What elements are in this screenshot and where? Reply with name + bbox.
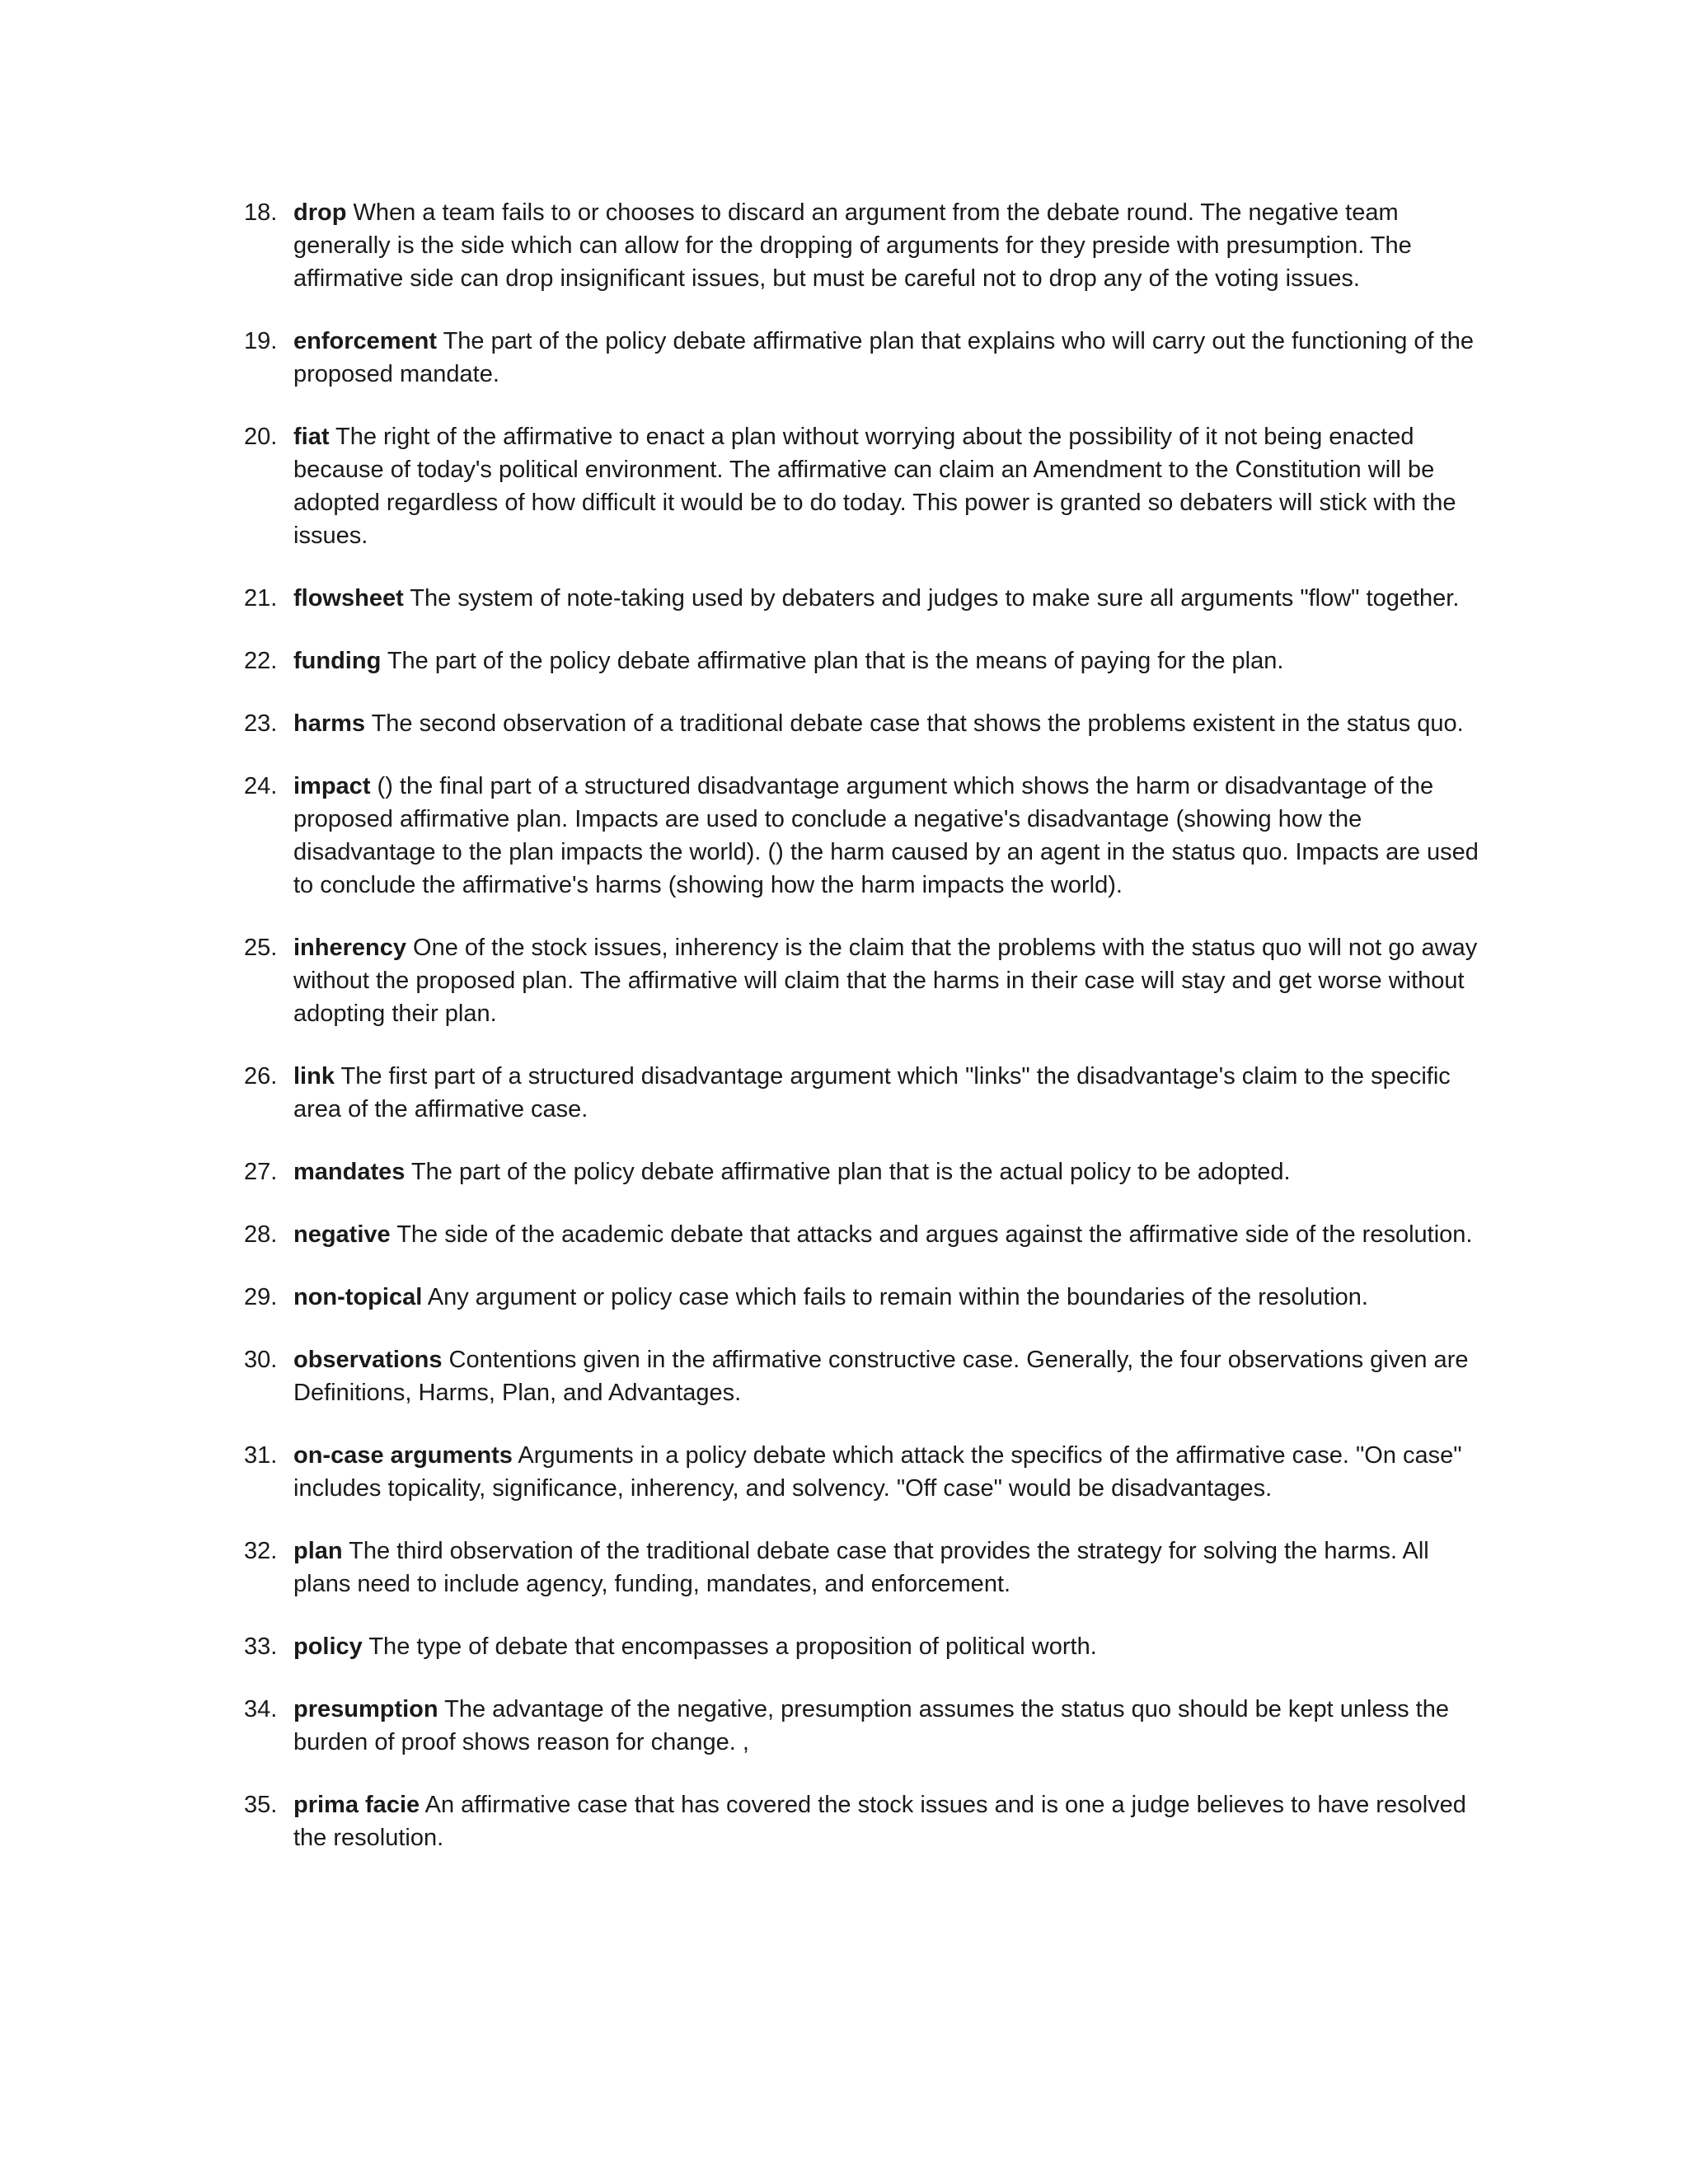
- entry-number: 28.: [244, 1221, 278, 1248]
- entry-definition: When a team fails to or chooses to discard an argument from the debate round. The negative team generally is the side which can allow for the dropping of arguments for they preside with presumption. The affirmative side can drop insignificant issues, but must be careful not to drop any of the voting issues.: [293, 199, 1412, 292]
- glossary-entry: [244, 931, 1480, 1030]
- entry-number: 31.: [244, 1442, 278, 1469]
- entry-number: 34.: [244, 1696, 278, 1722]
- glossary-entry: [244, 644, 1480, 677]
- entry-term: enforcement: [293, 328, 438, 354]
- entry-definition: The second observation of a traditional debate case that shows the problems existent in the status quo.: [365, 710, 1464, 737]
- entry-term: inherency: [293, 935, 406, 961]
- entry-term: policy: [293, 1633, 363, 1660]
- entry-number: 35.: [244, 1792, 278, 1818]
- entry-term: non-topical: [293, 1284, 423, 1310]
- glossary-entry: [244, 770, 1480, 902]
- entry-number: 20.: [244, 424, 278, 450]
- entry-definition: The third observation of the traditional debate case that provides the strategy for solving the harms. All plans need to include agency, funding, mandates, and enforcement.: [293, 1538, 1429, 1597]
- entry-definition: The first part of a structured disadvantage argument which "links" the disadvantage's claim to the specific area of the affirmative case.: [293, 1063, 1451, 1122]
- glossary-entry: [244, 582, 1480, 615]
- glossary-entry: [244, 1218, 1480, 1251]
- entry-number: 18.: [244, 199, 278, 226]
- glossary-entry: [244, 325, 1480, 391]
- entry-term: funding: [293, 648, 382, 674]
- glossary-entry: [244, 1535, 1480, 1601]
- entry-term: drop: [293, 199, 347, 226]
- entry-definition: The right of the affirmative to enact a plan without worrying about the possibility of it not being enacted because of today's political environment. The affirmative can claim an Amendment to the Constitution will be adopted regardless of how difficult it would be to do today. This power is granted so debaters will stick with the issues.: [293, 424, 1456, 549]
- entry-definition: Any argument or policy case which fails to remain within the boundaries of the resolution.: [422, 1284, 1368, 1310]
- entry-term: prima facie: [293, 1792, 420, 1818]
- entry-definition: () the final part of a structured disadvantage argument which shows the harm or disadvantage of the proposed affirmative plan. Impacts are used to conclude a negative's disadvantage (showing how the disadvantage to the plan impacts the world). () the harm caused by an agent in the status quo. Impacts are used to conclude the affirmative's harms (showing how the harm impacts the world).: [293, 773, 1479, 898]
- entry-definition: The part of the policy debate affirmative plan that explains who will carry out the functioning of the proposed mandate.: [293, 328, 1474, 387]
- entry-number: 23.: [244, 710, 278, 737]
- entry-term: presumption: [293, 1696, 438, 1722]
- glossary-entry: [244, 420, 1480, 552]
- entry-number: 25.: [244, 935, 278, 961]
- glossary-entry: [244, 1060, 1480, 1126]
- glossary-entry: [244, 1788, 1480, 1854]
- entry-term: negative: [293, 1221, 391, 1248]
- entry-definition: An affirmative case that has covered the stock issues and is one a judge believes to have resolved the resolution.: [293, 1792, 1466, 1851]
- entry-definition: The system of note-taking used by debaters and judges to make sure all arguments "flow" together.: [403, 585, 1460, 612]
- entry-term: observations: [293, 1347, 443, 1373]
- entry-term: plan: [293, 1538, 343, 1564]
- glossary-entry: [244, 1693, 1480, 1759]
- entry-term: mandates: [293, 1159, 406, 1185]
- glossary-entry: [244, 1630, 1480, 1663]
- entry-term: fiat: [293, 424, 330, 450]
- entry-term: impact: [293, 773, 371, 799]
- entry-definition: The type of debate that encompasses a proposition of political worth.: [362, 1633, 1097, 1660]
- entry-number: 32.: [244, 1538, 278, 1564]
- entry-number: 21.: [244, 585, 278, 612]
- entry-number: 22.: [244, 648, 278, 674]
- glossary-entry: [244, 1155, 1480, 1188]
- entry-definition: The advantage of the negative, presumption assumes the status quo should be kept unless the burden of proof shows reason for change. ,: [293, 1696, 1449, 1755]
- entry-term: on-case arguments: [293, 1442, 513, 1469]
- entry-number: 26.: [244, 1063, 278, 1090]
- entry-number: 24.: [244, 773, 278, 799]
- glossary-entry: [244, 1439, 1480, 1505]
- entry-definition: Contentions given in the affirmative constructive case. Generally, the four observations given are Definitions, Harms, Plan, and Advantages.: [293, 1347, 1469, 1406]
- entry-number: 29.: [244, 1284, 278, 1310]
- glossary-entry: [244, 1281, 1480, 1314]
- entry-definition: The part of the policy debate affirmative plan that is the actual policy to be adopted.: [405, 1159, 1291, 1185]
- entry-term: link: [293, 1063, 335, 1090]
- entry-definition: The side of the academic debate that attacks and argues against the affirmative side of the resolution.: [390, 1221, 1473, 1248]
- glossary-entry: [244, 707, 1480, 740]
- entry-term: flowsheet: [293, 585, 404, 612]
- entry-number: 27.: [244, 1159, 278, 1185]
- entry-term: harms: [293, 710, 366, 737]
- glossary-entry: [244, 1343, 1480, 1409]
- entry-definition: The part of the policy debate affirmative plan that is the means of paying for the plan.: [381, 648, 1284, 674]
- entry-number: 19.: [244, 328, 278, 354]
- glossary-list: [244, 196, 1480, 1884]
- entry-definition: Arguments in a policy debate which attack the specifics of the affirmative case. "On case" includes topicality, significance, inherency, and solvency. "Off case" would be disadvantages.: [293, 1442, 1462, 1502]
- entry-number: 33.: [244, 1633, 278, 1660]
- entry-definition: One of the stock issues, inherency is the claim that the problems with the status quo will not go away without the proposed plan. The affirmative will claim that the harms in their case will stay and get worse without adopting their plan.: [293, 935, 1478, 1027]
- entry-number: 30.: [244, 1347, 278, 1373]
- glossary-entry: [244, 196, 1480, 295]
